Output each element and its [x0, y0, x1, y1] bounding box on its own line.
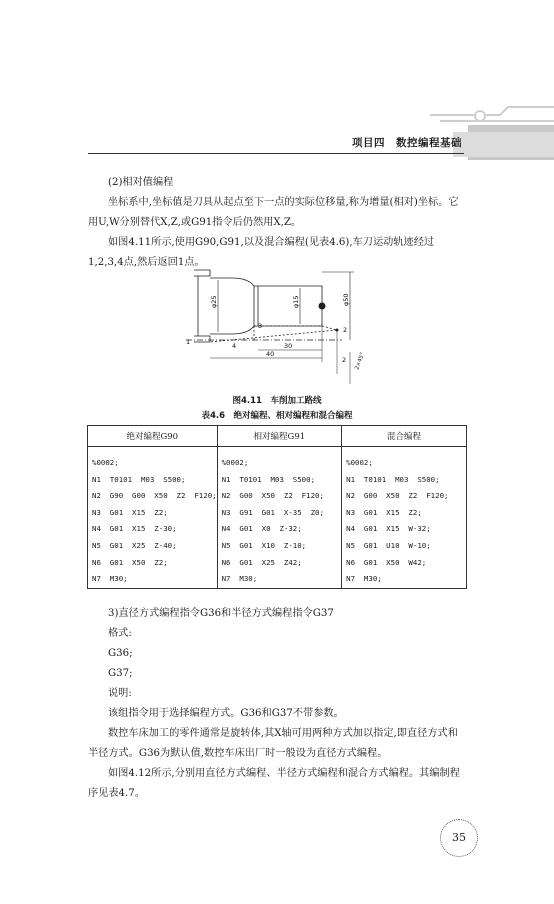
dim-30: 30	[284, 342, 293, 350]
table-caption: 表4.6 绝对编程、相对编程和混合编程	[201, 411, 353, 421]
table-cell	[342, 447, 467, 589]
chapter-title: 项目四 数控编程基础	[352, 137, 462, 149]
paragraph: 数控车床加工的零件通常是旋转体,其X轴可用两种方式加以指定,即直径方式和半径方式。G36为默认值,数控车床出厂时一般设为直径方式编程。	[88, 728, 458, 759]
program-line: N5 G01 X10 Z-10;	[221, 540, 307, 550]
table-row	[88, 447, 467, 589]
header-rule	[88, 153, 464, 154]
section-g36	[88, 604, 466, 804]
program-line: N1 T0101 M03 S500;	[92, 474, 186, 484]
section-relative	[88, 173, 466, 273]
program-line: %0002;	[346, 458, 373, 467]
g36-format: G36;	[108, 648, 133, 659]
table-header-mixed: 混合编程	[342, 426, 467, 447]
program-line: N2 G00 X50 Z2 F120;	[221, 491, 324, 501]
program-line: N3 G01 X15 Z2;	[92, 507, 168, 517]
dim-d25: φ25	[210, 295, 218, 308]
point-3: 3	[258, 322, 263, 330]
chamfer-label: 2×45°	[354, 351, 366, 371]
program-line: N1 T0101 M03 S500;	[221, 474, 316, 484]
point-4: 4	[232, 342, 237, 350]
point-2: 2	[343, 326, 348, 334]
turning-path-figure	[172, 262, 372, 392]
program-line: N6 G01 X50 W42;	[346, 557, 427, 567]
dim-40: 40	[266, 350, 275, 358]
program-line: N6 G01 X25 Z42;	[221, 557, 302, 567]
note-label: 说明:	[108, 688, 132, 699]
program-line: N4 G01 X15 Z-30;	[92, 524, 177, 534]
table-cell	[217, 447, 342, 589]
point-1: 1	[186, 338, 191, 346]
program-line: N5 G01 X25 Z-40;	[92, 540, 177, 550]
table-header-absolute: 绝对编程G90	[88, 426, 218, 447]
program-line: N7 M30;	[221, 574, 258, 584]
program-line: %0002;	[221, 458, 249, 467]
program-line: N5 G01 U10 W-10;	[346, 540, 431, 550]
table-header-relative: 相对编程G91	[217, 426, 342, 447]
paragraph: 坐标系中,坐标值是刀具从起点至下一点的实际位移量,称为增量(相对)坐标。它用U,W分别替代X,Z,或G91指令后仍然用X,Z。	[88, 197, 459, 228]
dim-2: 2	[342, 356, 347, 364]
paragraph: 如图4.11所示,使用G90,G91,以及混合编程(见表4.6),车刀运动轨迹经过1,2,3,4点,然后返回1点。	[88, 237, 435, 268]
program-line: %0002;	[92, 458, 119, 467]
program-line: N3 G91 G01 X-35 Z0;	[221, 507, 324, 517]
figure-caption: 图4.11 车削加工路线	[232, 396, 322, 406]
program-line: N7 M30;	[92, 574, 128, 584]
dim-d50: φ50	[342, 293, 350, 306]
program-line: N3 G01 X15 Z2;	[346, 507, 422, 517]
section-heading: (2)相对值编程	[108, 177, 174, 188]
g37-format: G37;	[108, 668, 133, 679]
paragraph: 该组指令用于选择编程方式。G36和G37不带参数。	[108, 708, 344, 719]
section-heading: 3)直径方式编程指令G36和半径方式编程指令G37	[108, 608, 334, 619]
program-table	[87, 425, 467, 589]
format-label: 格式:	[108, 628, 132, 639]
table-cell	[88, 447, 218, 589]
program-line: N1 T0101 M03 S500;	[346, 474, 440, 484]
program-line: N4 G01 X0 Z-32;	[221, 524, 302, 534]
program-line: N6 G01 X50 Z2;	[92, 557, 168, 567]
program-line: N7 M30;	[346, 574, 382, 584]
program-line: N2 G90 G00 X50 Z2 F120;	[92, 491, 217, 501]
page-number: 35	[440, 819, 478, 857]
paragraph: 如图4.12所示,分别用直径方式编程、半径方式编程和混合方式编程。其编制程序见表4.7。	[88, 768, 460, 799]
table-header-row	[88, 426, 467, 447]
header-decoration	[0, 0, 554, 170]
program-line: N4 G01 X15 W-32;	[346, 524, 431, 534]
dim-d15: φ15	[292, 295, 300, 308]
program-line: N2 G00 X50 Z2 F120;	[346, 491, 449, 501]
